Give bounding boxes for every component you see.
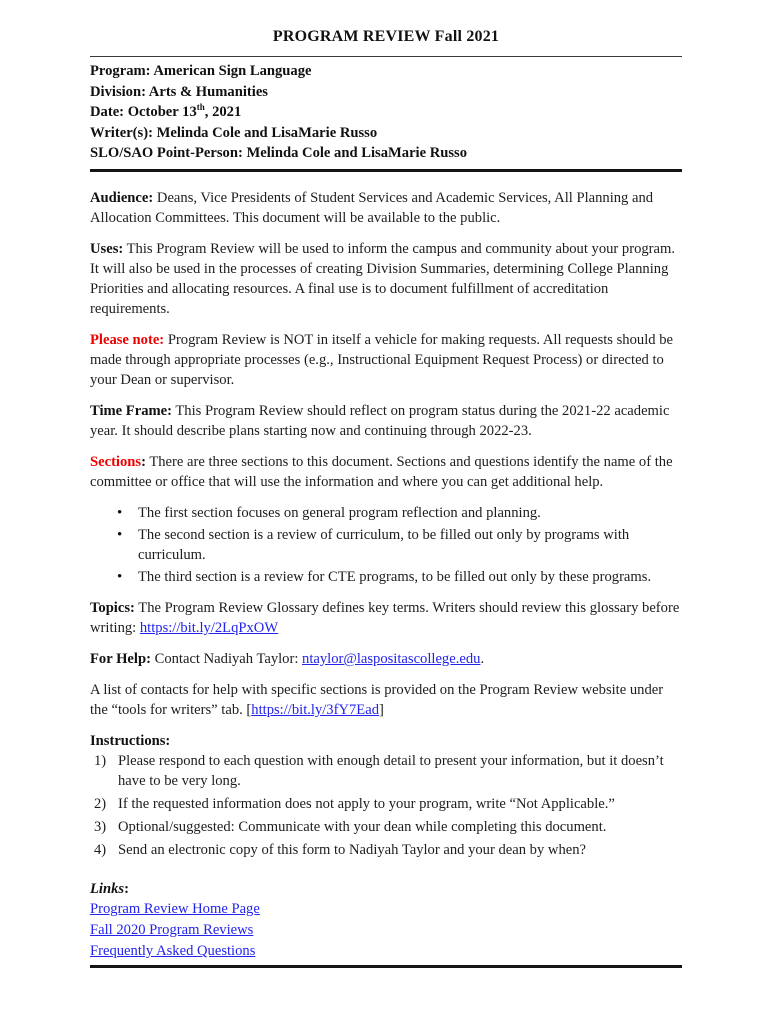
item-text: If the requested information does not apply to your program, write “Not Applicable.” [118, 795, 615, 812]
instructions-list [90, 751, 682, 860]
list-item [90, 525, 682, 565]
list-item [90, 817, 682, 837]
contacts-after: ] [379, 701, 384, 718]
field-slo-value: Melinda Cole and LisaMarie Russo [246, 145, 468, 162]
uses-lead: Uses: [90, 240, 124, 257]
field-program [90, 61, 682, 82]
link-row [90, 899, 682, 920]
sections-lead: Sections [90, 453, 142, 470]
list-item [90, 567, 682, 587]
topics-text: The Program Review Glossary defines key terms. Writers should review this glossary before writing: [90, 599, 680, 636]
topics-lead: Topics: [90, 599, 135, 616]
footer-links-list [90, 899, 682, 962]
for-help-paragraph [90, 649, 682, 669]
field-program-value: American Sign Language [153, 63, 312, 79]
field-slo-point-person [90, 143, 682, 164]
contacts-text: A list of contacts for help with specific sections is provided on the Program Review website under the “tools for writers” tab. [ [90, 681, 664, 718]
item-number: 4) [94, 841, 107, 858]
field-date-value: October 13th, 2021 [127, 102, 242, 121]
field-date-label: Date: [90, 104, 125, 121]
field-division-label: Division: [90, 83, 146, 100]
for-help-lead: For Help: [90, 650, 151, 667]
field-writers-label: Writer(s): [90, 124, 153, 141]
audience-lead: Audience: [90, 189, 154, 206]
links-heading-colon: : [124, 880, 129, 897]
page-title: PROGRAM REVIEW Fall 2021 [272, 28, 500, 45]
sections-colon: : [141, 453, 146, 470]
contacts-paragraph [90, 680, 682, 720]
for-help-after: . [480, 650, 485, 667]
item-number: 3) [94, 818, 107, 835]
email-link[interactable]: ntaylor@laspositascollege.edu [302, 650, 481, 667]
bottom-divider [90, 965, 682, 968]
please-note-paragraph [90, 330, 682, 390]
list-item [90, 840, 682, 860]
field-writers-value: Melinda Cole and LisaMarie Russo [156, 124, 378, 141]
ordinal-superscript: th [196, 102, 205, 113]
link-row [90, 920, 682, 941]
field-date [90, 102, 682, 123]
list-item [90, 794, 682, 814]
for-help-text: Contact Nadiyah Taylor: [154, 650, 303, 667]
program-review-home-link[interactable]: Program Review Home Page [90, 900, 260, 917]
sections-text: There are three sections to this document. Sections and questions identify the name of the committee or office that will use the information and where you can get additional help. [90, 453, 673, 490]
item-number: 1) [94, 752, 107, 769]
bullet-text: The first section focuses on general program reflection and planning. [138, 504, 541, 521]
faq-link[interactable]: Frequently Asked Questions [90, 942, 256, 959]
field-slo-label: SLO/SAO Point-Person: [90, 145, 243, 162]
audience-text: Deans, Vice Presidents of Student Services and Academic Services, All Planning and Allocation Committees. This document will be available to the public. [90, 189, 654, 226]
links-heading [90, 879, 682, 899]
tools-for-writers-link[interactable]: https://bit.ly/3fY7Ead [251, 701, 379, 718]
please-note-lead: Please note: [90, 331, 165, 348]
list-item [90, 751, 682, 791]
sections-bullet-list [90, 503, 682, 587]
item-text: Please respond to each question with enough detail to present your information, but it doesn’t have to be very long. [118, 752, 664, 789]
links-heading-word: Links [90, 880, 125, 897]
item-text: Optional/suggested: Communicate with your dean while completing this document. [118, 818, 607, 835]
uses-text: This Program Review will be used to inform the campus and community about your program. It will also be used in the processes of creating Division Summaries, determining College Planning Priorities and allocating resources. A final use is to document fulfillment of accreditation requirements. [90, 240, 676, 317]
time-frame-text: This Program Review should reflect on program status during the 2021-22 academic year. It should describe plans starting now and continuing through 2022-23. [90, 402, 670, 439]
time-frame-paragraph [90, 401, 682, 441]
item-text: Send an electronic copy of this form to Nadiyah Taylor and your dean by when? [118, 841, 587, 858]
bullet-text: The second section is a review of curriculum, to be filled out only by programs with curriculum. [138, 526, 630, 563]
please-note-text: Program Review is NOT in itself a vehicle for making requests. All requests should be made through appropriate processes (e.g., Instructional Equipment Request Process) or directed to your Dean or supervisor. [90, 331, 673, 388]
time-frame-lead: Time Frame: [90, 402, 172, 419]
program-info-block [90, 56, 682, 172]
field-writers [90, 123, 682, 144]
field-program-label: Program: [90, 63, 151, 79]
glossary-link[interactable]: https://bit.ly/2LqPxOW [139, 619, 279, 636]
instructions-heading: Instructions: [90, 732, 171, 749]
field-division-value: Arts & Humanities [148, 83, 268, 100]
audience-paragraph [90, 188, 682, 228]
fall-2020-reviews-link[interactable]: Fall 2020 Program Reviews [90, 921, 254, 938]
item-number: 2) [94, 795, 107, 812]
sections-paragraph [90, 452, 682, 492]
uses-paragraph [90, 239, 682, 319]
bullet-text: The third section is a review for CTE programs, to be filled out only by these programs. [138, 568, 652, 585]
topics-paragraph [90, 598, 682, 638]
list-item [90, 503, 682, 523]
link-row [90, 941, 682, 962]
field-division [90, 82, 682, 103]
